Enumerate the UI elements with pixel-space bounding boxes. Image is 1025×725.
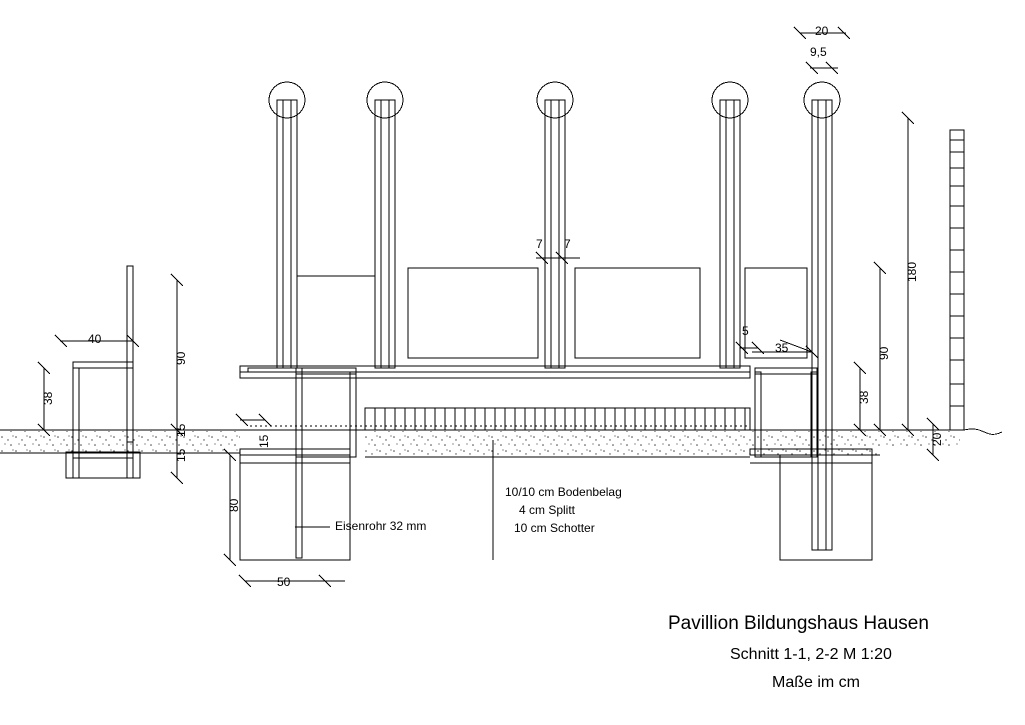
dimension-post-top-9-5: 9,5 — [810, 45, 827, 59]
dimension-bench-rail-height: 90 — [174, 351, 188, 365]
note-schotter: 10 cm Schotter — [514, 521, 595, 535]
note-splitt: 4 cm Splitt — [519, 503, 576, 517]
drawing-units: Maße im cm — [772, 674, 860, 691]
dimension-beam-gap-7-a: 7 — [536, 237, 543, 251]
dimension-footing-depth: 80 — [227, 498, 241, 512]
drawing-title: Pavillion Bildungshaus Hausen — [668, 613, 929, 634]
dimension-ground-15-a: 15 — [174, 448, 188, 462]
dimension-footing-width: 50 — [277, 575, 291, 589]
note-eisenrohr: Eisenrohr 32 mm — [335, 519, 427, 533]
dimension-ground-15-b: 15 — [174, 423, 188, 437]
dimension-beam-gap-7-b: 7 — [564, 237, 571, 251]
dimension-right-180: 180 — [905, 261, 919, 282]
dimension-post-top-20: 20 — [815, 24, 829, 38]
drawing-section-scale: Schnitt 1-1, 2-2 M 1:20 — [730, 646, 892, 663]
dimension-right-35: 35 — [775, 341, 789, 355]
dimension-right-38: 38 — [857, 390, 871, 404]
note-bodenbelag: 10/10 cm Bodenbelag — [505, 485, 622, 499]
dimension-right-20: 20 — [930, 432, 944, 446]
dimension-right-90: 90 — [877, 346, 891, 360]
dimension-footing-15: 15 — [257, 434, 271, 448]
dimension-right-5: 5 — [742, 324, 749, 338]
dimension-bench-depth: 40 — [88, 332, 102, 346]
dimension-bench-seat-height: 38 — [41, 391, 55, 405]
